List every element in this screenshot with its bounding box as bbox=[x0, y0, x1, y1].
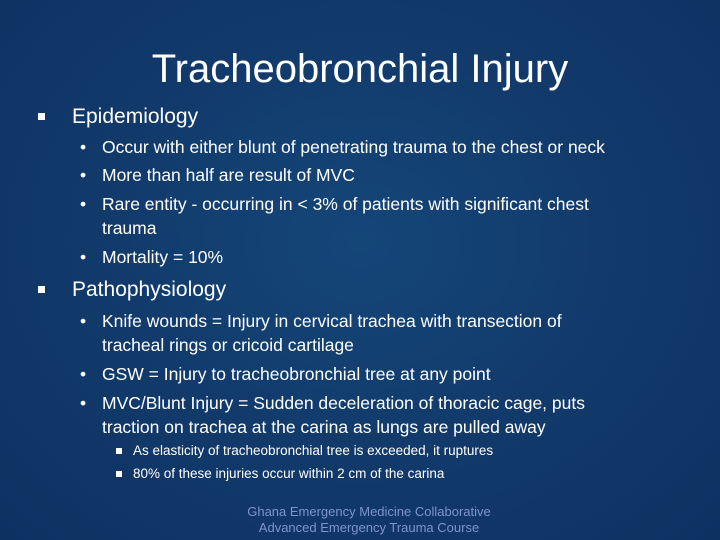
footer-line-2: Advanced Emergency Trauma Course bbox=[258, 520, 480, 535]
bullet-text: More than half are result of MVC bbox=[102, 165, 355, 185]
dot-bullet-icon: • bbox=[80, 247, 87, 267]
square-bullet-icon bbox=[116, 448, 122, 454]
slide-title: Tracheobronchial Injury bbox=[151, 47, 569, 91]
dot-bullet-icon: • bbox=[80, 137, 87, 157]
section-heading-text: Epidemiology bbox=[72, 105, 199, 128]
section-heading-text: Pathophysiology bbox=[72, 278, 227, 301]
sub-bullet-text: 80% of these injuries occur within 2 cm of the carina bbox=[133, 466, 445, 481]
square-bullet-icon bbox=[38, 286, 45, 293]
dot-bullet-icon: • bbox=[80, 194, 87, 214]
bullet-text: Mortality = 10% bbox=[102, 247, 224, 267]
square-bullet-icon bbox=[38, 113, 45, 120]
bullet-text: tracheal rings or cricoid cartilage bbox=[102, 335, 354, 355]
bullet-text: traction on trachea at the carina as lungs are pulled away bbox=[102, 417, 546, 437]
bullet-text: Knife wounds = Injury in cervical trachea with transection of bbox=[102, 311, 562, 331]
dot-bullet-icon: • bbox=[80, 311, 87, 331]
dot-bullet-icon: • bbox=[80, 364, 87, 384]
bullet-text: trauma bbox=[102, 218, 157, 238]
bullet-text: MVC/Blunt Injury = Sudden deceleration of thoracic cage, puts bbox=[102, 393, 585, 413]
bullet-text: Occur with either blunt of penetrating trauma to the chest or neck bbox=[102, 137, 605, 157]
bullet-text: GSW = Injury to tracheobronchial tree at any point bbox=[102, 364, 491, 384]
footer-line-1: Ghana Emergency Medicine Collaborative bbox=[247, 504, 491, 519]
dot-bullet-icon: • bbox=[80, 393, 87, 413]
square-bullet-icon bbox=[116, 471, 122, 477]
sub-bullet-text: As elasticity of tracheobronchial tree is exceeded, it ruptures bbox=[133, 443, 494, 458]
bullet-text: Rare entity - occurring in < 3% of patients with significant chest bbox=[102, 194, 589, 214]
dot-bullet-icon: • bbox=[80, 165, 87, 185]
